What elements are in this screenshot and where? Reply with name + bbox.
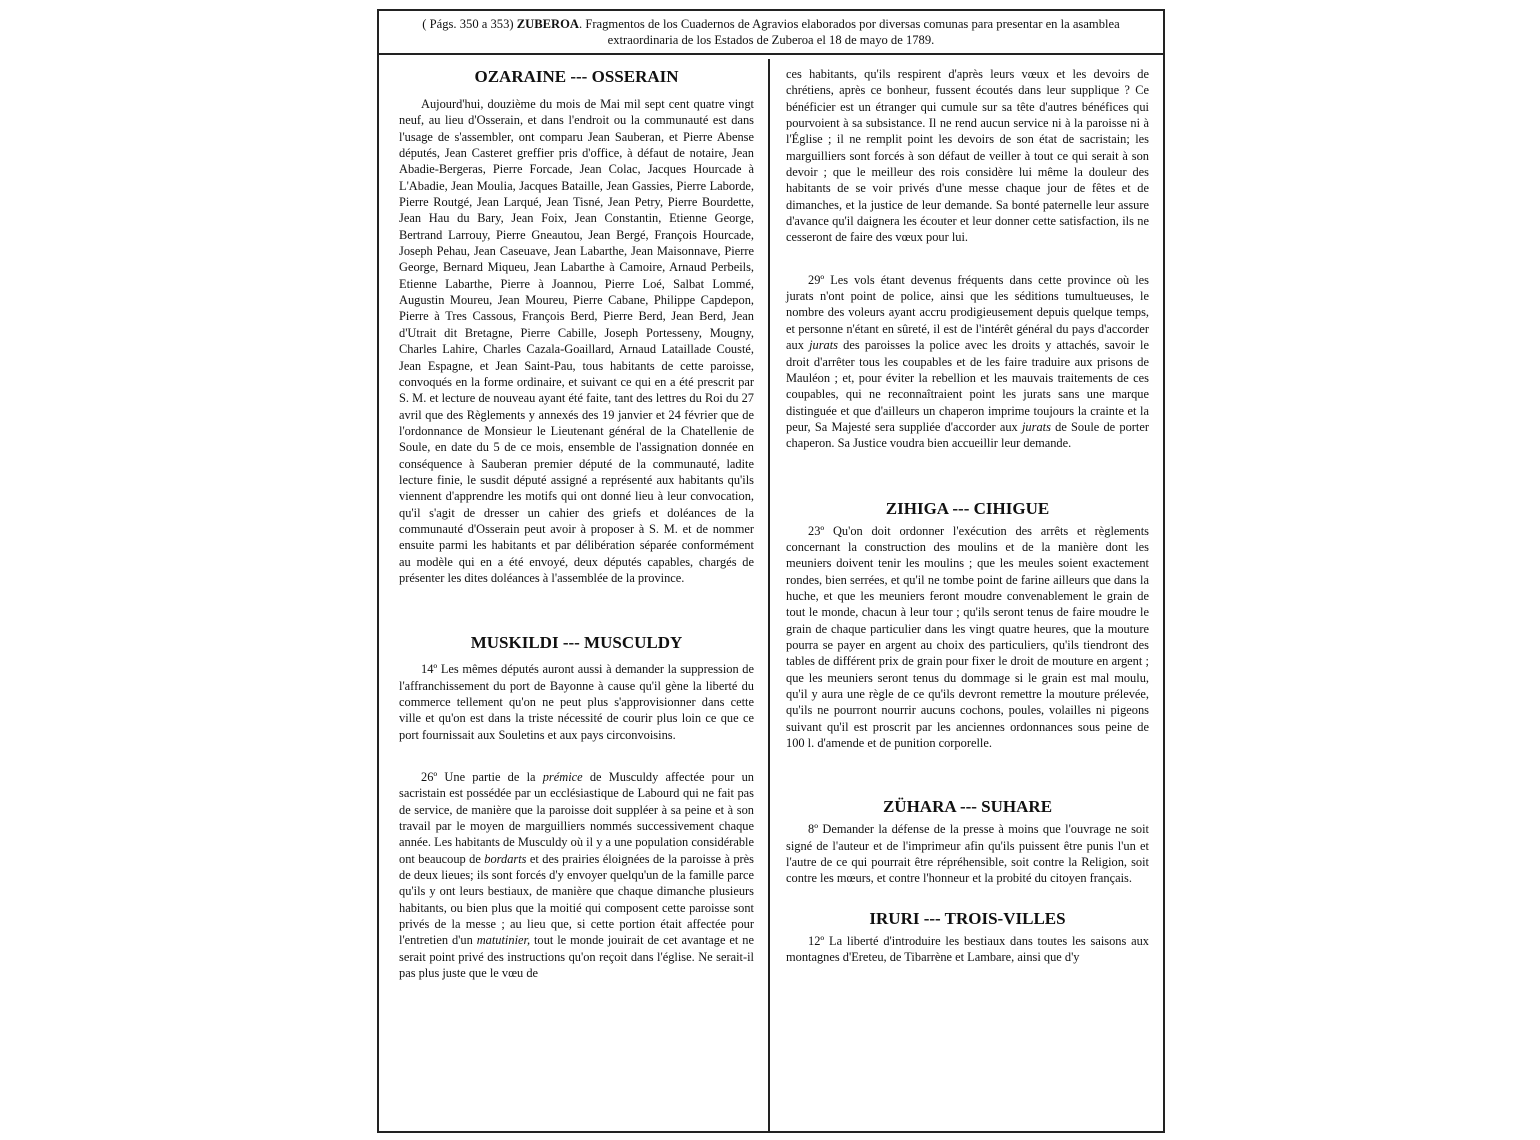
muskildi-paragraph-26-continued: ces habitants, qu'ils respirent d'après leurs vœux et les devoirs de chrétiens, après ce bonheur, fussent écoutés dans leur supplique ? Ce bénéficier est un étranger qui cumule sur sa tête d'autres bénéfices qui pourvoient à sa subsistance. Il ne rend aucun service ni à la paroisse ni à l'Église ; il ne remplit point les devoirs de son état de sacristain; les marguilliers sont forcés à son défaut de veiller à tout ce qui serait à son devoir ; que le meilleur des rois considère lui même la douleur des habitants de se voir privés d'une messe chaque jour de fêtes et de dimanches, et la justice de leur demande. Sa bonté paternelle leur assure d'avance qu'il daignera les écouter et leur donner cette satisfaction, ils ne cesseront de faire des vœux pour lui. (786, 67, 1149, 245)
section-title-iruri: IRURI --- TROIS-VILLES (869, 908, 1066, 928)
right-column (770, 59, 1163, 1131)
header-title: ZUBEROA (516, 17, 580, 31)
section-title-ozaraine: OZARAINE --- OSSERAIN (474, 67, 679, 86)
muskildi-paragraph-14: 14º Les mêmes députés auront aussi à demander la suppression de l'affranchissement du port de Bayonne à cause qu'il gène la liberté du commerce tellement qu'on ne peut plus s'approvisionner dans cette ville et qu'on est dans la triste nécessité de courir plus loin ce que ce port fournissait aux Souletins et aux pays circonvoisins. (399, 662, 754, 742)
iruri-paragraph: 12º La liberté d'introduire les bestiaux dans toutes les saisons aux montagnes d'Ereteu, de Tibarrène et Lambare, ainsi que d'y (786, 933, 1149, 965)
document-header (379, 11, 1163, 55)
zuhara-paragraph: 8º Demander la défense de la presse à moins que l'ouvrage ne soit signé de l'auteur et de l'imprimeur afin qu'ils puissent être punis l'un et l'autre de ce qui pourrait être répréhensible, soit contre la Religion, soit contre les mœurs, et contre l'honneur et la probité du citoyen français. (786, 822, 1149, 886)
muskildi-paragraph-29: 29º Les vols étant devenus fréquents dans cette province où les jurats n'ont point de police, ainsi que les séditions tumultueuses, le nombre des voleurs ayant accru prodigieusement depuis quelque temps, et personne n'étant en sûreté, il est de l'intérêt général du pays d'accorder aux jurats des paroisses la police avec les droits y attachés, savoir le droit d'arrêter tous les coupables et de les faire traduire aux prisons de Mauléon ; et, pour éviter la rebellion et les mauvais traitements de ces coupables, qui ne reconnaîtraient point les jurats sans une marque distinguée et que d'ailleurs un chaperon imprime toujours la crainte et la peur, Sa Majesté sera suppliée d'accorder aux jurats de Soule de porter chaperon. Sa Justice voudra bien accueillir leur demande. (786, 272, 1149, 451)
section-title-zuhara: ZÜHARA --- SUHARE (882, 797, 1053, 817)
section-title-zihiga: ZIHIGA --- CIHIGUE (885, 498, 1050, 518)
ozaraine-paragraph: Aujourd'hui, douzième du mois de Mai mil sept cent quatre vingt neuf, au lieu d'Osserain, et dans l'endroit ou la communauté est dans l'usage de s'assembler, ont comparu Jean Sauberan, et Pierre Abense députés, Jean Casteret greffier pris d'office, à défaut de notaire, Jean Abadie-Bergeras, Pierre Forcade, Jean Colac, Jacques Hourcade à L'Abadie, Jean Moulia, Jacques Bataille, Jean Gassies, Pierre Laborde, Pierre Routgé, Jean Larqué, Jean Tisné, Jean Petry, Pierre Bourdette, Jean Hau du Bary, Jean Foix, Jean Constantin, Etienne George, Bertrand Larrouy, Pierre Gneautou, Jean Bergé, François Hourcade, Joseph Pehau, Jean Caseuave, Jean Labarthe, Jean Maisonnave, Pierre George, Bernard Miqueu, Jean Labarthe à Camoire, Arnaud Perbeils, Etienne Labarthe, Pierre à Joannou, Pierre Loé, Salbat Lommé, Augustin Moureu, Jean Moureu, Pierre Cabane, Philippe Capdepon, Pierre à Tres Cassous, François Berd, Pierre Berd, Jean Berd, Jean d'Utrait dit Bretagne, Pierre Cabille, Joseph Portesseny, Mougny, Charles Lahire, Charles Cazala-Goaillard, Arnaud Lataillade Cousté, Jean Espagne, et Jean Saint-Pau, tous habitants de cette paroisse, convoqués en la forme ordinaire, et suivant ce qui en a été prescrit par S. M. et lecture de nouveau ayant été faite, tant des lettres du Roi du 27 avril que des Règlements y annexés des 19 janvier et 24 février que de l'ordonnance de Monsieur le Lieutenant général de la Chatellenie de Soule, en date du 5 de ce mois, ensemble de l'assignation donnée en conséquence à Sauberan premier député de la communauté, ladite lecture finie, le susdit député assigné a représenté aux habitants qu'ils viennent d'apprendre les motifs qui ont donné lieu à leur convocation, qu'il s'agit de dresser un cahier des griefs et doléances de la communauté d'Osserain peut avoir à proposer à S. M. et de nommer ensuite parmi les habitants et par délibération séparée conformément au modèle qui en a été envoyé, deux députés capables, chargés de présenter les dites doléances à l'assemblée de la province. (399, 97, 754, 585)
document-page (377, 9, 1165, 1133)
header-pages: ( Págs. 350 a 353) (422, 17, 514, 31)
left-column (379, 59, 770, 1131)
section-title-muskildi: MUSKILDI --- MUSCULDY (470, 633, 683, 653)
muskildi-paragraph-26: 26º Une partie de la prémice de Musculdy affectée pour un sacristain est possédée par un ecclésiastique de Labourd qui ne fait pas de service, de manière que la paroisse doit suppléer à sa peine et à son travail par le moyen de marguilliers nommés successivement chaque année. Les habitants de Musculdy où il y a une population considérable ont beaucoup de bordarts et des prairies éloignées de la paroisse à près de deux lieues; ils sont forcés d'y envoyer quelqu'un de la famille parce qu'ils y ont leurs bestiaux, de manière que chaque dimanche plusieurs habitants, ou bien plus que la moitié qui composent cette paroisse sont privés de la messe ; au lieu que, si cette portion était affectée pour l'entretien d'un matutinier, tout le monde jouirait de cet avantage et ne serait point privé des instructions qu'on reçoit dans l'église. Ne serait-il pas plus juste que le vœu de (399, 770, 754, 981)
header-description: . Fragmentos de los Cuadernos de Agravios elaborados por diversas comunas para presentar en la asamblea extraordinaria de los Estados de Zuberoa el 18 de mayo de 1789. (579, 17, 1120, 47)
zihiga-paragraph: 23º Qu'on doit ordonner l'exécution des arrêts et règlements concernant la construction des moulins et de la manière dont les meuniers doivent tenir les moulins ; que les meules soient exactement rondes, bien serrées, et qu'il ne tombe point de farine ailleurs que dans la huche, et que les meuniers feront moudre convenablement le grain de tout le monde, chacun à leur tour ; qu'ils seront tenus de faire moudre le grain de chaque particulier dans les vingt quatre heures, que la mouture pourra se payer en argent au choix des particuliers, qu'ils tiendront des tables de différent prix de grain pour fixer le droit de mouture en argent ; que les meuniers seront tenus du dommage si le grain est mal moulu, qu'il y aura une règle de ce qu'ils devront remettre la mouture prélevée, qu'ils ne pourront nourrir aucuns cochons, poules, volailles ni pigeons suivant qu'il est proscrit par les anciennes ordonnances sous peine de 100 l. d'amende et de punition corporelle. (786, 523, 1149, 751)
